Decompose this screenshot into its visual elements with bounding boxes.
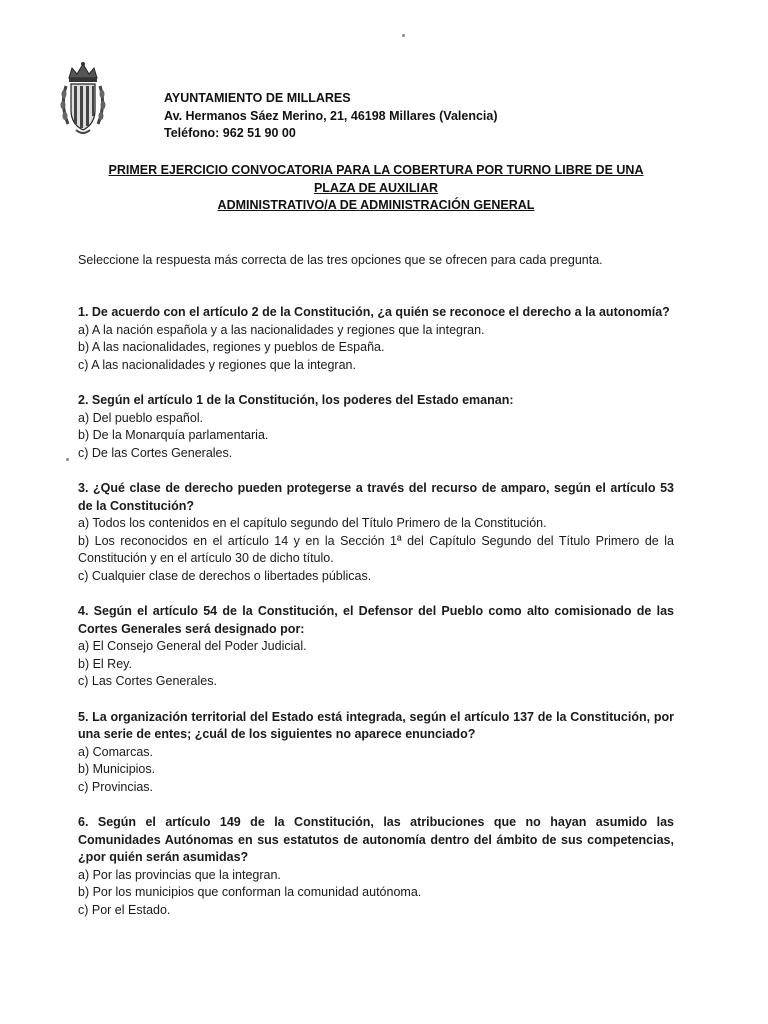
answer-option-a: a) Del pueblo español. (78, 410, 204, 425)
question-stem: 6. Según el artículo 149 de la Constitución, las atribuciones que no hayan asumido las Comunidades Autónomas en sus estatutos de autonomía dentro del ámbito de sus competencias, ¿por quién serán asumidas? (78, 815, 674, 864)
question-list (78, 304, 674, 937)
question-3 (78, 480, 674, 585)
organization-phone: Teléfono: 962 51 90 00 (164, 126, 296, 140)
answer-option-b: b) Los reconocidos en el artículo 14 y en la Sección 1ª del Capítulo Segundo del Título Primero de la Constitución y en el artículo 30 de dicho título. (78, 533, 674, 565)
organization-address: Av. Hermanos Sáez Merino, 21, 46198 Millares (Valencia) (164, 108, 498, 123)
question-6 (78, 814, 674, 919)
answer-option-b: b) Por los municipios que conforman la comunidad autónoma. (78, 885, 422, 899)
exam-title-line-2: PLAZA DE AUXILIAR (313, 180, 439, 195)
exam-title (70, 162, 682, 215)
exam-title-line-3: ADMINISTRATIVO/A DE ADMINISTRACIÓN GENERAL (217, 198, 535, 212)
answer-option-b: b) El Rey. (78, 656, 132, 671)
answer-option-a: a) Por las provincias que la integran. (78, 867, 281, 882)
question-2 (78, 392, 674, 462)
answer-option-b: b) Municipios. (78, 762, 156, 776)
question-stem: 4. Según el artículo 54 de la Constitución, el Defensor del Pueblo como alto comisionado de las Cortes Generales será designado por: (78, 604, 674, 636)
coat-of-arms-logo (60, 60, 106, 140)
answer-option-a: a) Todos los contenidos en el capítulo segundo del Título Primero de la Constitución. (78, 516, 547, 530)
exam-title-line-1: PRIMER EJERCICIO CONVOCATORIA PARA LA COBERTURA POR TURNO LIBRE DE UNA (108, 163, 644, 177)
instructions: Seleccione la respuesta más correcta de las tres opciones que se ofrecen para cada pregunta. (78, 253, 603, 267)
question-stem: 3. ¿Qué clase de derecho pueden protegerse a través del recurso de amparo, según el artículo 53 de la Constitución? (78, 481, 674, 513)
scan-speck (402, 34, 405, 37)
answer-option-c: c) A las nacionalidades y regiones que la integran. (78, 357, 356, 372)
answer-option-a: a) El Consejo General del Poder Judicial. (78, 639, 307, 653)
answer-option-b: b) A las nacionalidades, regiones y pueblos de España. (78, 340, 385, 354)
answer-option-c: c) Cualquier clase de derechos o libertades públicas. (78, 568, 372, 583)
answer-option-a: a) A la nación española y a las nacionalidades y regiones que la integran. (78, 322, 485, 337)
question-5 (78, 709, 674, 797)
letterhead (164, 90, 498, 143)
answer-option-b: b) De la Monarquía parlamentaria. (78, 428, 269, 442)
scan-speck (66, 458, 69, 461)
question-stem: 2. Según el artículo 1 de la Constitución, los poderes del Estado emanan: (78, 393, 514, 407)
answer-option-c: c) Las Cortes Generales. (78, 674, 217, 688)
answer-option-a: a) Comarcas. (78, 744, 154, 759)
question-stem: 1. De acuerdo con el artículo 2 de la Constitución, ¿a quién se reconoce el derecho a la autonomía? (78, 305, 670, 319)
question-1 (78, 304, 674, 374)
question-4 (78, 603, 674, 691)
organization-name: AYUNTAMIENTO DE MILLARES (164, 91, 351, 105)
answer-option-c: c) Provincias. (78, 779, 154, 794)
answer-option-c: c) De las Cortes Generales. (78, 445, 233, 460)
answer-option-c: c) Por el Estado. (78, 902, 171, 917)
question-stem: 5. La organización territorial del Estado está integrada, según el artículo 137 de la Constitución, por una serie de entes; ¿cuál de los siguientes no aparece enunciado? (78, 709, 674, 741)
